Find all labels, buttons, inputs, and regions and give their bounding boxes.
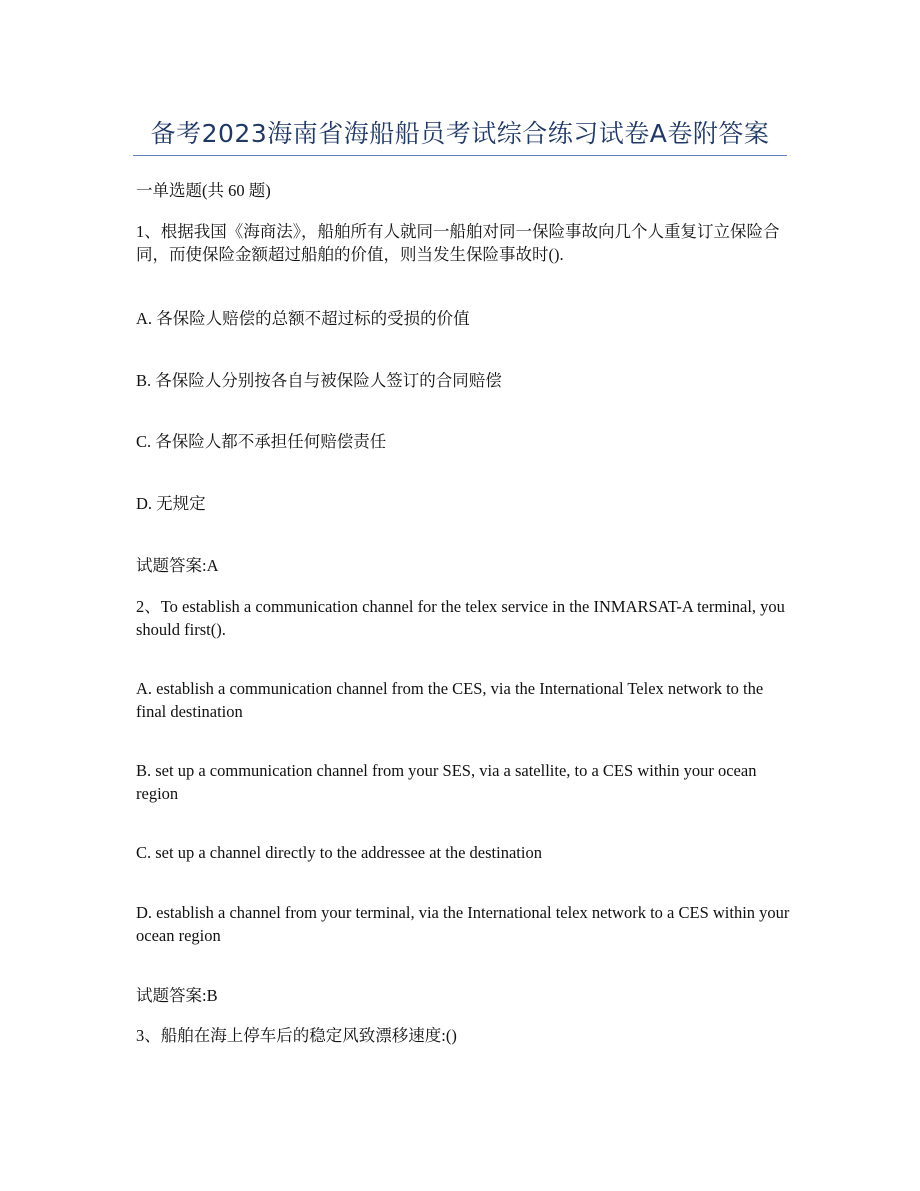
- section-heading: 一单选题(共 60 题): [136, 181, 271, 200]
- question-3-stem: 3、船舶在海上停车后的稳定风致漂移速度:(): [136, 1026, 457, 1045]
- question-2-option-b: B. set up a communication channel from your SES, via a satellite, to a CES within your ocean region: [136, 761, 757, 803]
- document-title: 备考2023海南省海船船员考试综合练习试卷A卷附答案: [150, 119, 770, 148]
- question-2-option-a: A. establish a communication channel from the CES, via the International Telex network to the final destination: [136, 679, 764, 721]
- title-divider: [133, 155, 787, 156]
- question-2-stem: 2、To establish a communication channel for the telex service in the INMARSAT-A terminal, you should first().: [136, 597, 785, 639]
- question-1-option-c: C. 各保险人都不承担任何赔偿责任: [136, 432, 387, 451]
- question-2-option-c: C. set up a channel directly to the addressee at the destination: [136, 843, 542, 862]
- question-2-option-d: D. establish a channel from your terminal, via the International telex network to a CES within your ocean region: [136, 903, 790, 945]
- question-1-option-d: D. 无规定: [136, 494, 206, 513]
- question-1-option-b: B. 各保险人分别按各自与被保险人签订的合同赔偿: [136, 371, 502, 390]
- question-1-stem: 1、根据我国《海商法》，船舶所有人就同一船舶对同一保险事故向几个人重复订立保险合同，而使保险金额超过船舶的价值，则当发生保险事故时().: [136, 222, 780, 264]
- question-1-answer: 试题答案:A: [136, 556, 219, 575]
- question-1-option-a: A. 各保险人赔偿的总额不超过标的受损的价值: [136, 309, 470, 328]
- question-2-answer: 试题答案:B: [136, 986, 218, 1005]
